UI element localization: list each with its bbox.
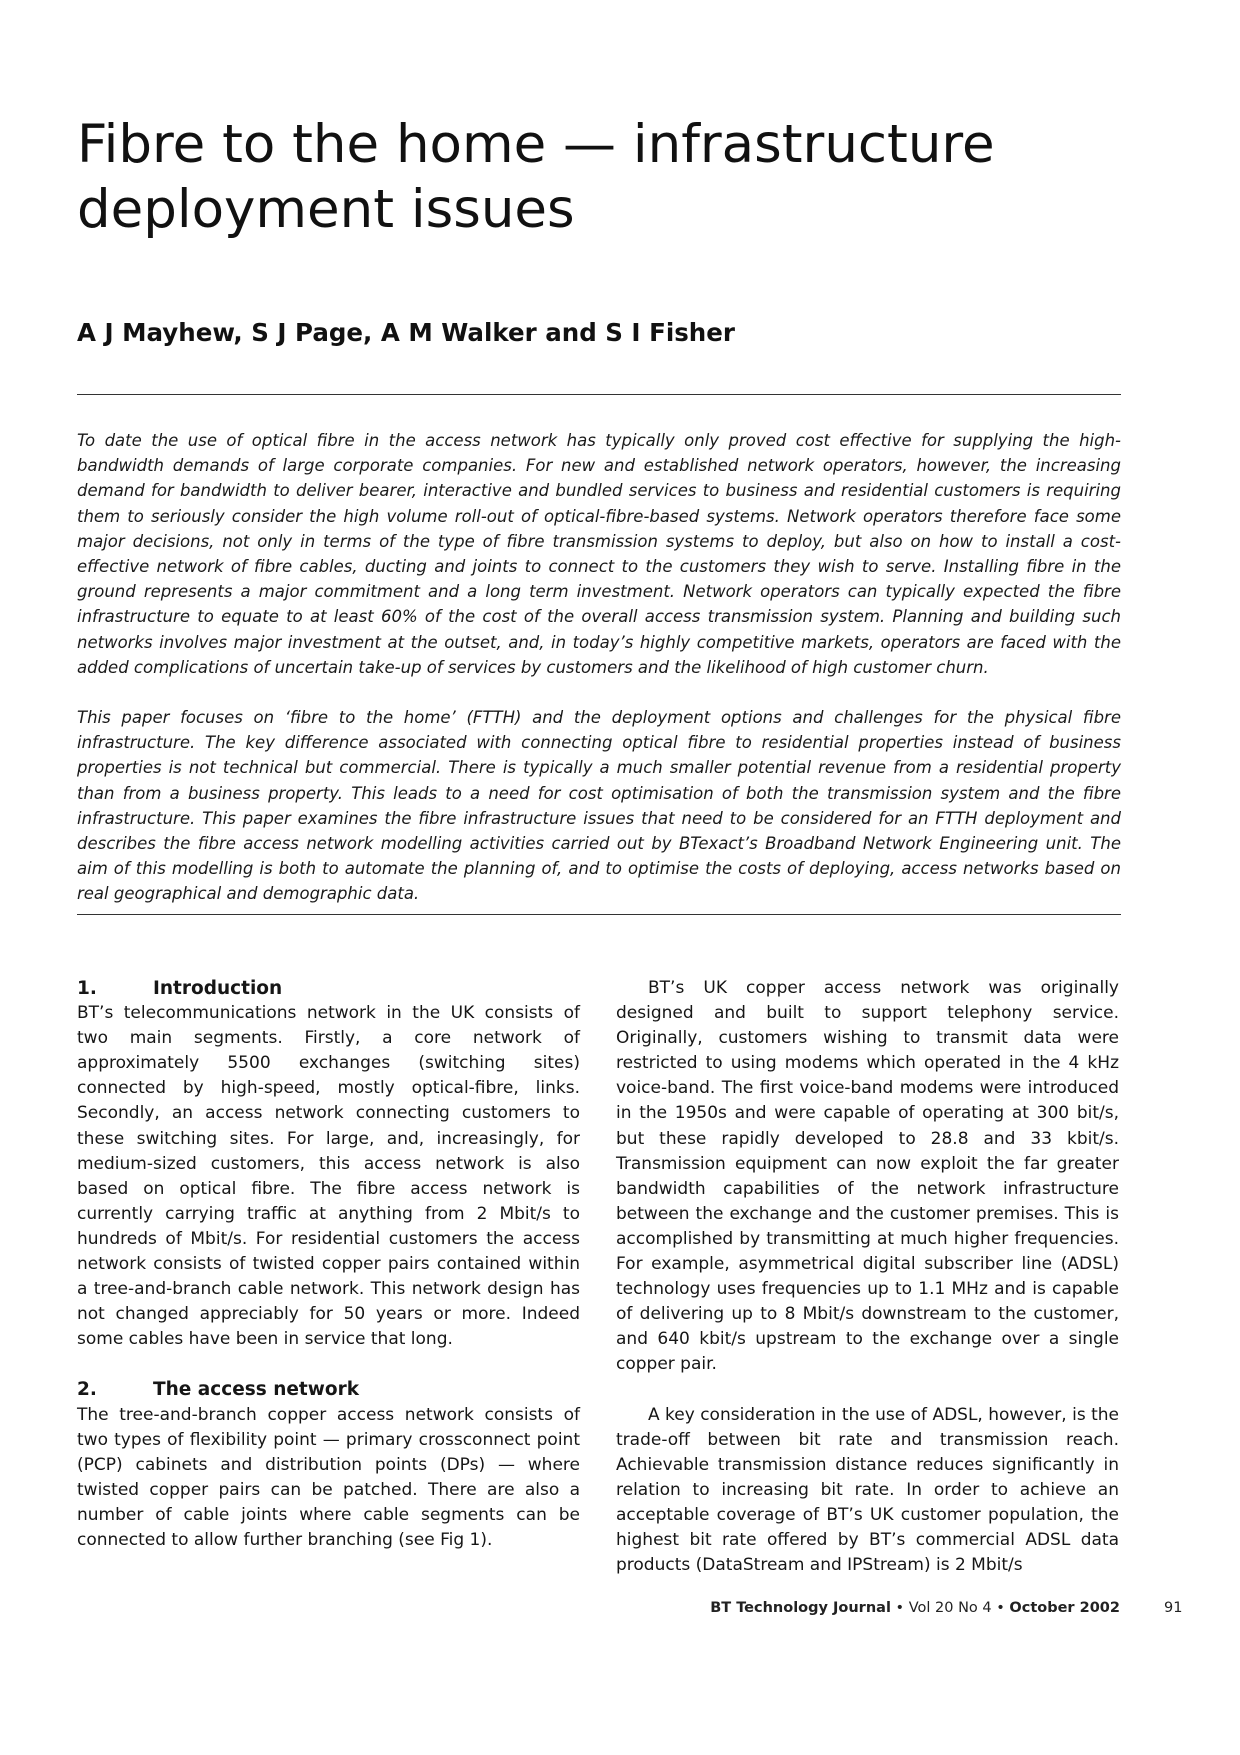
footer-separator: • xyxy=(890,1600,909,1616)
body-paragraph-copper-network: BT’s UK copper access network was originally designed and built to support telephony service. Originally, customers wishing to transmit data were restricted to using modems which operated in the 4 kHz voice-band. The first voice-band modems were introduced in the 1950s and were capable of operating at 300 bit/s, but these rapidly developed to 28.8 and 33 kbit/s. Transmission equipment can now exploit the far greater bandwidth capabilities of the network infrastructure between the exchange and the customer premises. This is accomplished by transmitting at much higher frequencies. For example, asymmetrical digital subscriber line (ADSL) technology uses frequencies up to 1.1 MHz and is capable of delivering up to 8 Mbit/s downstream to the customer, and 640 kbit/s upstream to the exchange over a single copper pair. xyxy=(616,978,1119,1375)
section-body-access-network: The tree-and-branch copper access network consists of two types of flexibility point — primary crossconnect point (PCP) cabinets and distribution points (DPs) — where twisted copper pairs can be patched. There are also a number of cable joints where cable segments can be connected to allow further branching (see Fig 1). xyxy=(77,1404,580,1550)
abstract xyxy=(77,428,1121,932)
section-title: Introduction xyxy=(153,978,283,999)
right-column xyxy=(616,976,1119,1578)
left-column xyxy=(77,976,580,1553)
top-divider xyxy=(77,394,1121,395)
section-title: The access network xyxy=(153,1379,359,1401)
section-body-introduction: BT’s telecommunications network in the UK consists of two main segments. Firstly, a core network of approximately 5500 exchanges (switching sites) connected by high-speed, mostly optical-fibre, links. Secondly, an access network connecting customers to these switching sites. For large, and, increasingly, for medium-sized customers, this access network is also based on optical fibre. The fibre access network is currently carrying traffic at anything from 2 Mbit/s to hundreds of Mbit/s. For residential customers the access network consists of twisted copper pairs contained within a tree-and-branch cable network. This network design has not changed appreciably for 50 years or more. Indeed some cables have been in service that long. xyxy=(77,1003,580,1350)
journal-date: October 2002 xyxy=(1009,1600,1120,1616)
body-paragraph-adsl: A key consideration in the use of ADSL, however, is the trade-off between bit rate and transmission reach. Achievable transmission distance reduces significantly in relation to increasing bit rate. In order to achieve an acceptable coverage of BT’s UK customer population, the highest bit rate offered by BT’s commercial ADSL data products (DataStream and IPStream) is 2 Mbit/s xyxy=(616,1404,1119,1576)
section-number: 2. xyxy=(77,1379,97,1401)
journal-footer xyxy=(600,1600,1120,1616)
page-number: 91 xyxy=(1164,1600,1183,1616)
section-heading-introduction xyxy=(77,976,580,1001)
abstract-paragraph-1: To date the use of optical fibre in the access network has typically only proved cost effective for supplying the high-bandwidth demands of large corporate companies. For new and established network operators, however, the increasing demand for bandwidth to deliver bearer, interactive and bundled services to business and residential customers is requiring them to seriously consider the high volume roll-out of optical-fibre-based systems. Network operators therefore face some major decisions, not only in terms of the type of fibre transmission systems to deploy, but also on how to install a cost-effective network of fibre cables, ducting and joints to connect to the customers they wish to serve. Installing fibre in the ground represents a major commitment and a long term investment. Network operators can typically expected the fibre infrastructure to equate to at least 60% of the cost of the overall access transmission system. Planning and building such networks involves major investment at the outset, and, in today’s highly competitive markets, operators are faced with the added complications of uncertain take-up of services by customers and the likelihood of high customer churn. xyxy=(77,431,1121,677)
abstract-paragraph-2: This paper focuses on ‘fibre to the home’ (FTTH) and the deployment options and challenges for the physical fibre infrastructure. The key difference associated with connecting optical fibre to residential properties instead of business properties is not technical but commercial. There is typically a much smaller potential revenue from a residential property than from a business property. This leads to a need for cost optimisation of both the transmission system and the fibre infrastructure. This paper examines the fibre infrastructure issues that need to be considered for an FTTH deployment and describes the fibre access network modelling activities carried out by BTexact’s Broadband Network Engineering unit. The aim of this modelling is both to automate the planning of, and to optimise the costs of deploying, access networks based on real geographical and demographic data. xyxy=(77,708,1121,904)
journal-name: BT Technology Journal xyxy=(710,1600,891,1616)
paragraph-gap xyxy=(616,1378,1119,1403)
section-number: 1. xyxy=(77,978,97,999)
paper-title: Fibre to the home — infrastructure deployment issues xyxy=(77,114,995,240)
bottom-divider xyxy=(77,914,1121,915)
author-list: A J Mayhew, S J Page, A M Walker and S I Fisher xyxy=(77,318,735,347)
journal-volume: Vol 20 No 4 xyxy=(908,1600,992,1616)
section-heading-access-network xyxy=(77,1377,580,1402)
footer-separator: • xyxy=(991,1600,1010,1616)
paragraph-gap xyxy=(77,1352,580,1377)
